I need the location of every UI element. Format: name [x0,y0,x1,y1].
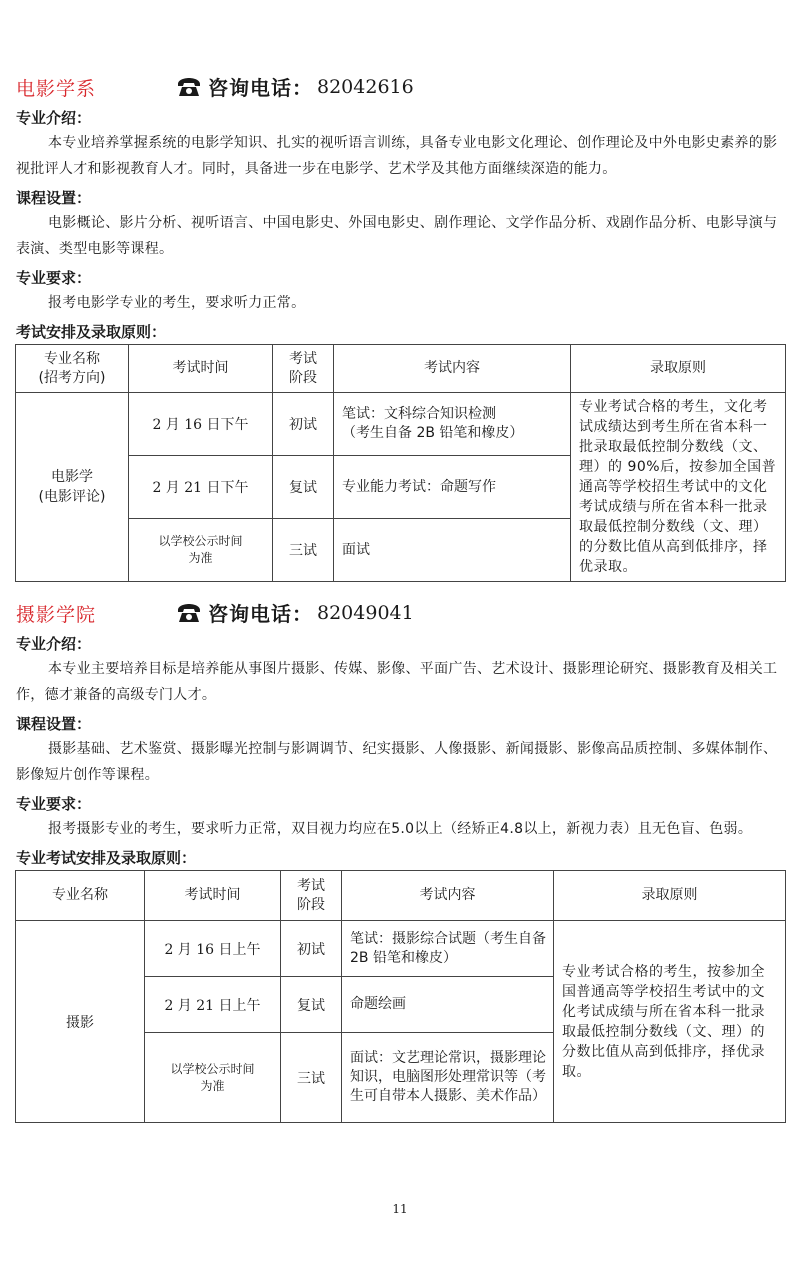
dept-title: 电影学系 [16,78,97,100]
header-content: 考试内容 [342,871,554,921]
time-cell: 2 月 21 日下午 [129,456,273,519]
content-cell: 命题绘画 [342,977,554,1033]
dept-title: 摄影学院 [16,604,97,626]
exam-heading: 考试安排及录取原则： [16,323,167,341]
photo-header [0,592,800,632]
film-section [0,66,800,582]
phone-number: 82049041 [317,601,414,624]
photo-section [0,592,800,1123]
phone-contact [176,72,414,101]
time-cell: 以学校公示时间 为准 [129,519,273,582]
header-time: 考试时间 [129,345,273,393]
header-major: 专业名称 (招考方向) [16,345,129,393]
stage-cell: 三试 [273,519,334,582]
content-cell: 专业能力考试：命题写作 [334,456,571,519]
content-cell: 笔试：文科综合知识检测 （考生自备 2B 铅笔和橡皮） [334,393,571,456]
intro-text: 本专业主要培养目标是培养能从事图片摄影、传媒、影像、平面广告、艺术设计、摄影理论研究、摄影教育及相关工作，德才兼备的高级专门人才。 [16,661,778,703]
course-text: 电影概论、影片分析、视听语言、中国电影史、外国电影史、剧作理论、文学作品分析、戏剧作品分析、电影导演与表演、类型电影等课程。 [16,215,778,257]
stage-cell: 三试 [281,1033,342,1123]
telephone-icon [176,77,202,97]
intro-heading: 专业介绍： [16,109,92,127]
content-cell: 面试：文艺理论常识，摄影理论知识，电脑图形处理常识等（考生可自带本人摄影、美术作品） [342,1033,554,1123]
requirement-heading: 专业要求： [16,795,92,813]
photo-exam-table [15,870,786,1123]
film-header [0,66,800,106]
time-cell: 2 月 21 日上午 [145,977,281,1033]
phone-label: 咨询电话： [208,76,313,100]
intro-heading: 专业介绍： [16,635,92,653]
content-cell: 笔试：摄影综合试题（考生自备 2B 铅笔和橡皮） [342,921,554,977]
major-cell: 电影学 (电影评论) [16,393,129,582]
requirement-heading: 专业要求： [16,269,92,287]
course-heading: 课程设置： [16,189,92,207]
film-exam-table [15,344,786,582]
phone-contact [176,598,414,627]
requirement-text: 报考摄影专业的考生，要求听力正常，双目视力均应在5.0以上（经矫正4.8以上，新视力表）且无色盲、色弱。 [48,821,753,837]
telephone-icon [176,603,202,623]
intro-text: 本专业培养掌握系统的电影学知识、扎实的视听语言训练，具备专业电影文化理论、创作理论及中外电影史素养的影视批评人才和影视教育人才。同时，具备进一步在电影学、艺术学及其他方面继续深造的能力。 [16,135,778,177]
stage-cell: 复试 [281,977,342,1033]
principle-cell: 专业考试合格的考生，按参加全国普通高等学校招生考试中的文化考试成绩与所在省本科一批录取最低控制分数线（文、理）的分数比值从高到低排序，择优录取。 [554,921,786,1123]
header-content: 考试内容 [334,345,571,393]
table-row [16,393,786,456]
time-cell: 以学校公示时间 为准 [145,1033,281,1123]
major-cell: 摄影 [16,921,145,1123]
stage-cell: 初试 [281,921,342,977]
header-major: 专业名称 [16,871,145,921]
phone-number: 82042616 [317,75,414,98]
table-row [16,921,786,977]
table-header-row [16,871,786,921]
header-principle: 录取原则 [571,345,786,393]
principle-cell: 专业考试合格的考生，文化考试成绩达到考生所在省本科一批录取最低控制分数线（文、理）的 90%后，按参加全国普通高等学校招生考试中的文化考试成绩与所在省本科一批录取最低控制分数线（文、理）的分数比值从高到低排序，择优录取。 [571,393,786,582]
page-number: 11 [392,1202,408,1216]
course-text: 摄影基础、艺术鉴赏、摄影曝光控制与影调调节、纪实摄影、人像摄影、新闻摄影、影像高品质控制、多媒体制作、影像短片创作等课程。 [16,741,778,783]
table-header-row [16,345,786,393]
content-cell: 面试 [334,519,571,582]
time-cell: 2 月 16 日上午 [145,921,281,977]
phone-label: 咨询电话： [208,602,313,626]
stage-cell: 复试 [273,456,334,519]
header-time: 考试时间 [145,871,281,921]
header-principle: 录取原则 [554,871,786,921]
header-stage: 考试 阶段 [273,345,334,393]
requirement-text: 报考电影学专业的考生，要求听力正常。 [48,295,306,311]
header-stage: 考试 阶段 [281,871,342,921]
exam-heading: 专业考试安排及录取原则： [16,849,197,867]
stage-cell: 初试 [273,393,334,456]
time-cell: 2 月 16 日下午 [129,393,273,456]
course-heading: 课程设置： [16,715,92,733]
